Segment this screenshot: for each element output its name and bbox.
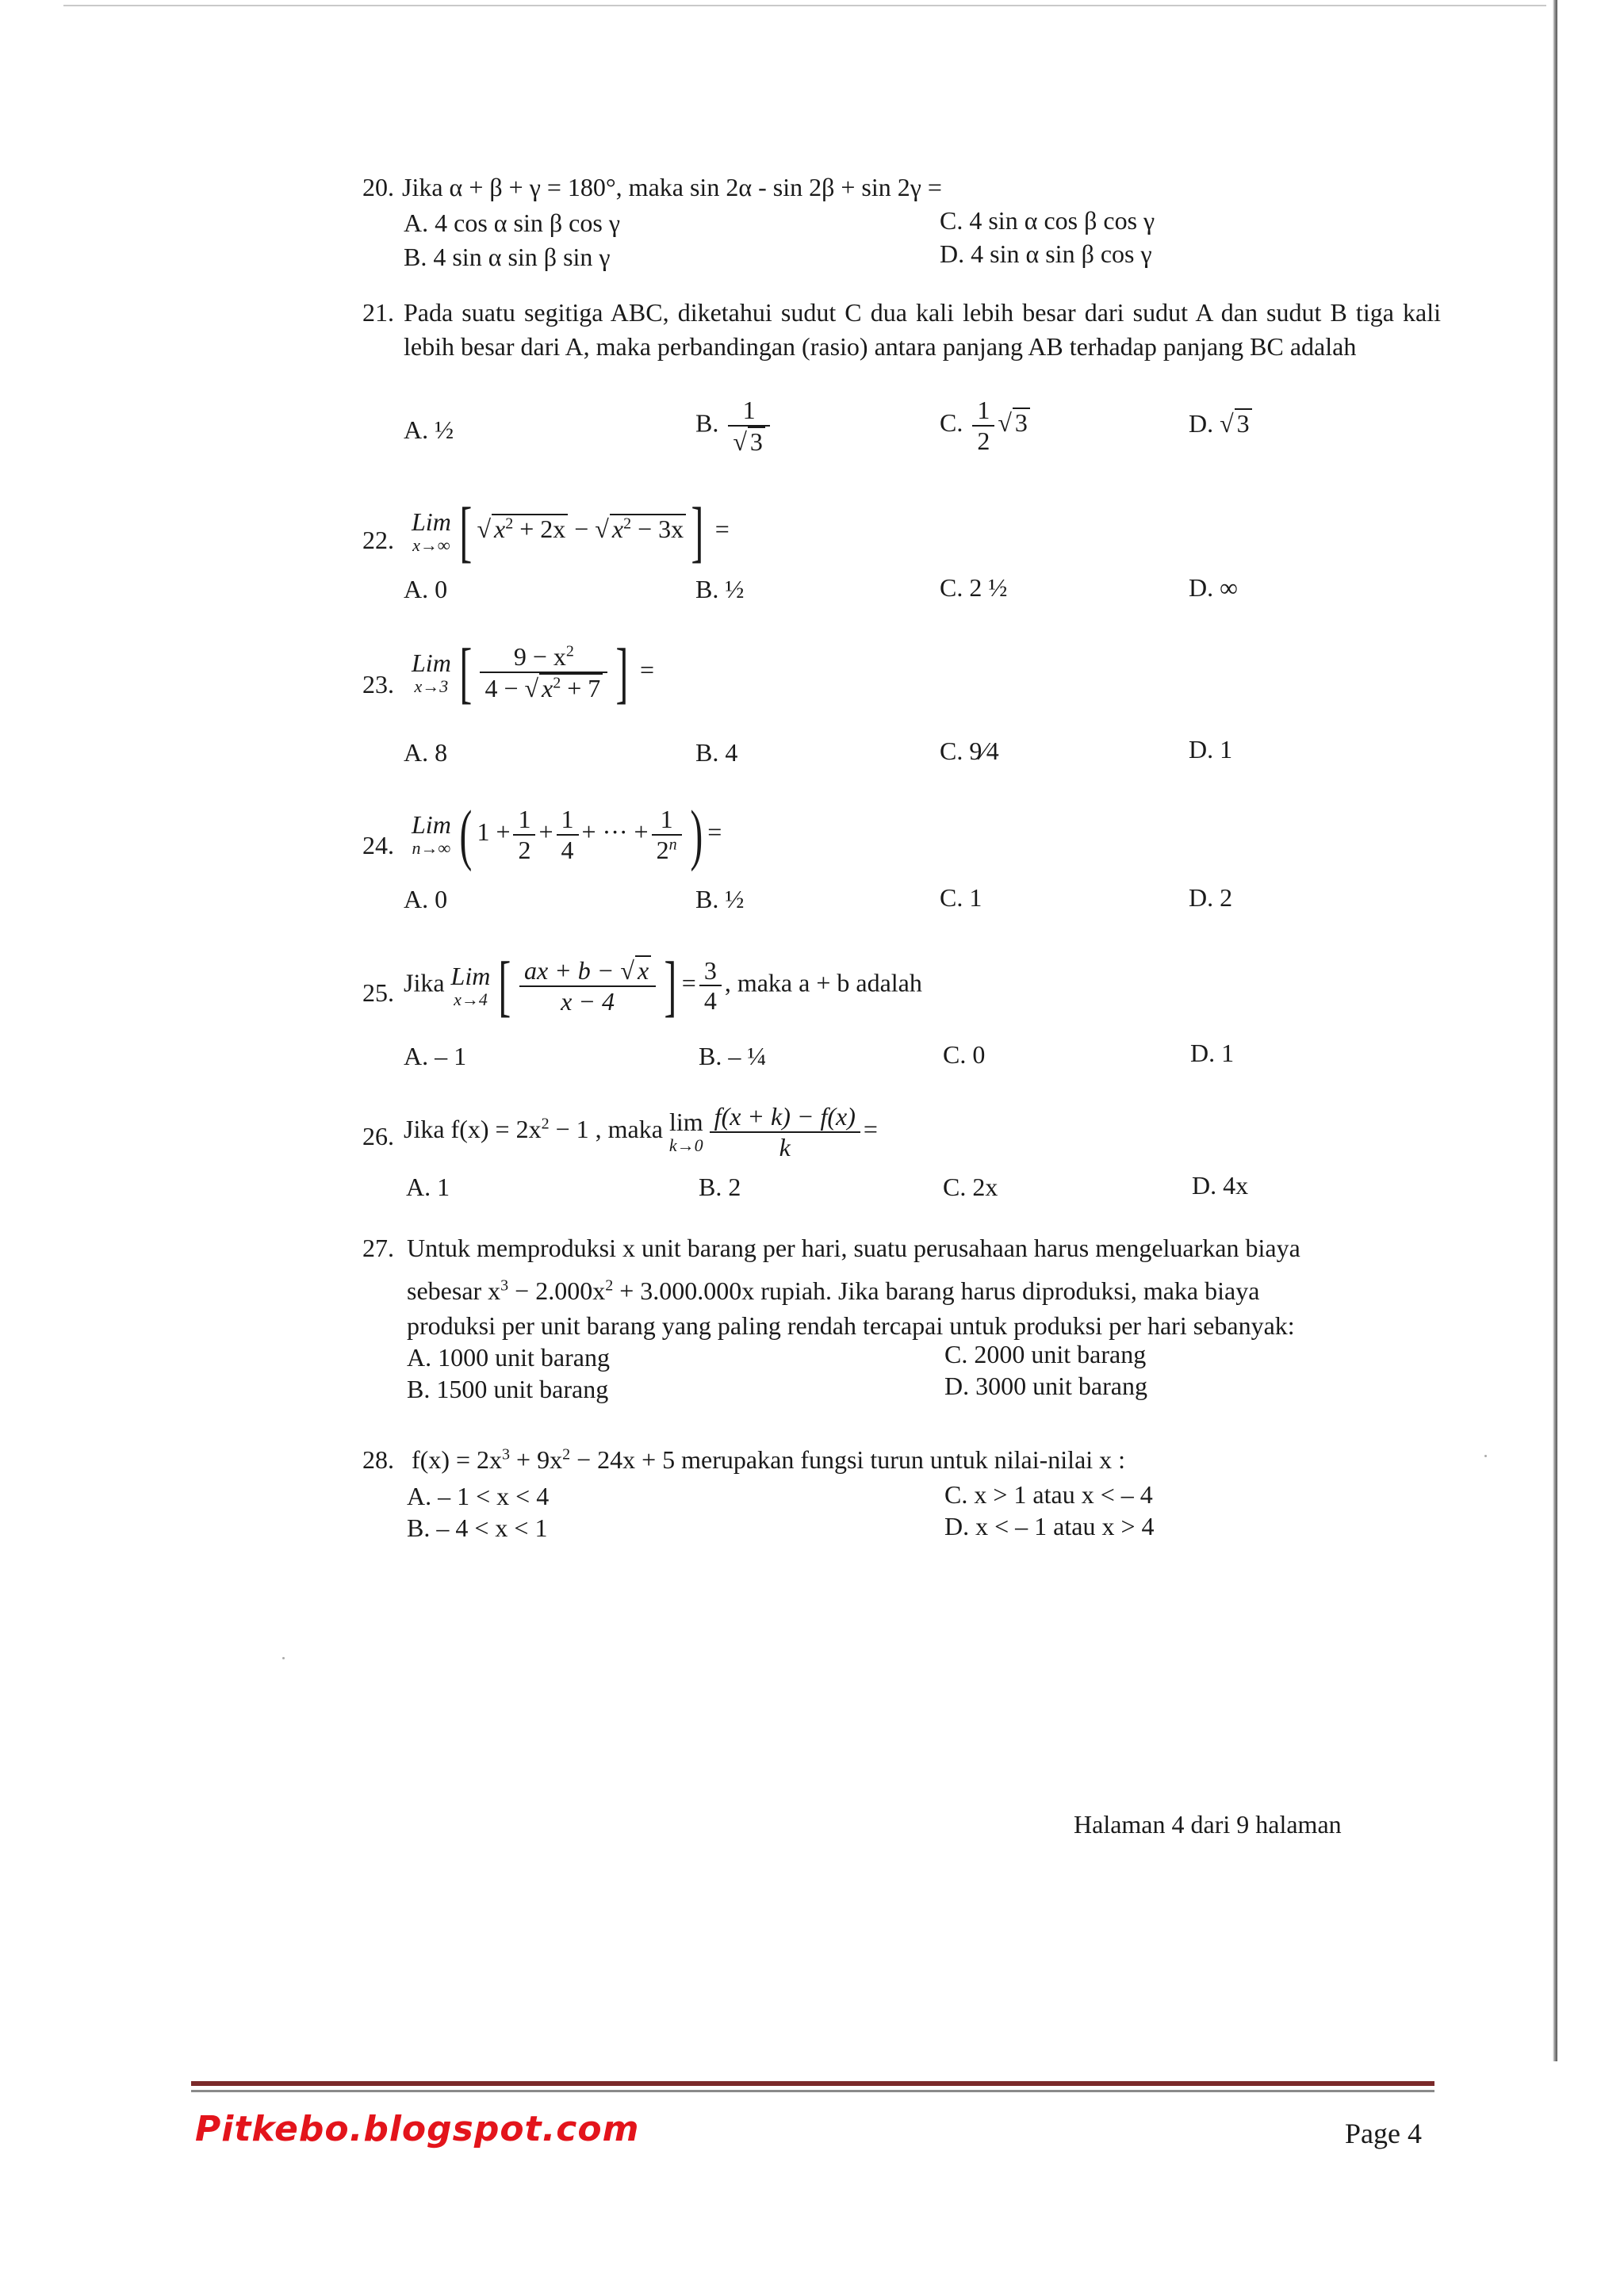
option-a: A. 1000 unit barang	[407, 1343, 610, 1372]
option-a: A. 0	[404, 575, 448, 603]
option-d: D. 2	[1189, 883, 1233, 912]
question-number: 25.	[362, 978, 394, 1007]
option-b: B. 4 sin α sin β sin γ	[404, 243, 611, 271]
footer-rule	[191, 2090, 1434, 2092]
page-number: Page 4	[1345, 2118, 1422, 2149]
option-c: C. 9⁄4	[940, 737, 999, 765]
limit-expression: Lim n→∞ ( 1 + $\frac{1}{2}$ + $\frac{1}{4}$ + ··· + $\frac{1}{2^n}$ ) =	[412, 796, 722, 873]
option-b: B. ½	[695, 575, 745, 603]
option-a: A. – 1	[404, 1042, 467, 1070]
question-stem: $f(x) = 2x^3 + 9x^2 - 24x + 5$ merupakan fungsi turun untuk nilai-nilai x :	[412, 1445, 1126, 1474]
option-b: B. 1500 unit barang	[407, 1375, 609, 1403]
question-line-2: sebesar $x^3 - 2.000x^2 + 3.000.000x$ rupiah. Jika barang harus diproduksi, maka biaya	[407, 1276, 1260, 1305]
option-d: D. 1	[1190, 1039, 1235, 1067]
option-d: D. 4x	[1192, 1171, 1249, 1200]
option-c: C. 4 sin α cos β cos γ	[940, 206, 1155, 235]
option-c: C. 0	[943, 1040, 986, 1069]
option-c: C. 1	[940, 883, 982, 912]
option-d: D. 1	[1189, 735, 1233, 763]
option-b: B. 2	[699, 1173, 741, 1201]
option-d: D. 4 sin α sin β cos γ	[940, 239, 1152, 268]
option-b: B. 4	[695, 738, 738, 767]
top-rule	[63, 5, 1546, 6]
option-d: D. ∞	[1189, 573, 1238, 602]
option-b: B. ½	[695, 885, 745, 913]
option-b: B. $\frac{1}{√ 3}$	[695, 396, 773, 457]
scan-speck	[282, 1657, 285, 1659]
question-number: 20.	[362, 173, 394, 201]
option-c: C. $\frac{1}{2}$ √ 3	[940, 396, 1030, 456]
question-number: 24.	[362, 831, 394, 859]
option-b: B. – ¼	[699, 1042, 767, 1070]
option-d: D. x < – 1 atau x > 4	[944, 1512, 1155, 1540]
option-a: A. – 1 < x < 4	[407, 1482, 550, 1510]
limit-expression: Jika Lim x→4 [ $\frac{ax + b - √ x}{x - 4}$ ] = $\frac{3}{4}$ , maka a + b adalah	[404, 947, 922, 1024]
question-stem: Pada suatu segitiga ABC, diketahui sudut C dua kali lebih besar dari sudut A dan sudut B tiga kali lebih besar dari A, maka perbandingan (rasio) antara panjang AB terhadap panjang BC adalah	[404, 298, 1441, 361]
footer-rule	[191, 2081, 1434, 2086]
question-number: 26.	[362, 1122, 394, 1150]
option-c: C. x > 1 atau x < – 4	[944, 1480, 1153, 1509]
option-c: C. 2000 unit barang	[944, 1340, 1147, 1368]
question-number: 22.	[362, 526, 394, 554]
option-a: A. 1	[406, 1173, 450, 1201]
option-b: B. – 4 < x < 1	[407, 1513, 548, 1542]
scan-speck	[1484, 1455, 1487, 1457]
question-number: 28.	[362, 1445, 394, 1474]
derivative-expression: Jika $f(x) = 2x^2 - 1$ , maka lim k→0 $\frac{f(x + k) - f(x)}{k}$ =	[404, 1102, 878, 1161]
option-a: A. 0	[404, 885, 448, 913]
limit-expression: Lim x→∞ [ √ $x^2 + 2x$ − √ $x^2 - 3x$ ] =	[412, 493, 730, 569]
option-c: C. 2 ½	[940, 573, 1008, 602]
question-number: 23.	[362, 670, 394, 698]
question-line-1: Untuk memproduksi x unit barang per hari, suatu perusahaan harus mengeluarkan biaya	[407, 1234, 1300, 1262]
question-number: 27.	[362, 1234, 394, 1262]
question-number: 21.	[362, 298, 394, 327]
limit-expression: Lim x→3 [ $\frac{9 - x^2}{4 - √ x^2 + 7}$ ] =	[412, 633, 654, 710]
option-d: D. 3000 unit barang	[944, 1372, 1147, 1400]
page-edge-shadow	[1553, 0, 1557, 2061]
option-c: C. 2x	[943, 1173, 998, 1201]
page-counter: Halaman 4 dari 9 halaman	[1074, 1810, 1342, 1839]
option-a: A. 4 cos α sin β cos γ	[404, 209, 620, 237]
blog-watermark: Pitkebo.blogspot.com	[195, 2109, 640, 2149]
question-line-3: produksi per unit barang yang paling rendah tercapai untuk produksi per hari sebanyak:	[407, 1311, 1295, 1340]
option-a: A. ½	[404, 415, 454, 444]
question-stem: Jika α + β + γ = 180°, maka sin 2α - sin 2β + sin 2γ =	[402, 173, 942, 201]
option-a: A. 8	[404, 738, 448, 767]
option-d: D. √ 3	[1189, 407, 1252, 440]
